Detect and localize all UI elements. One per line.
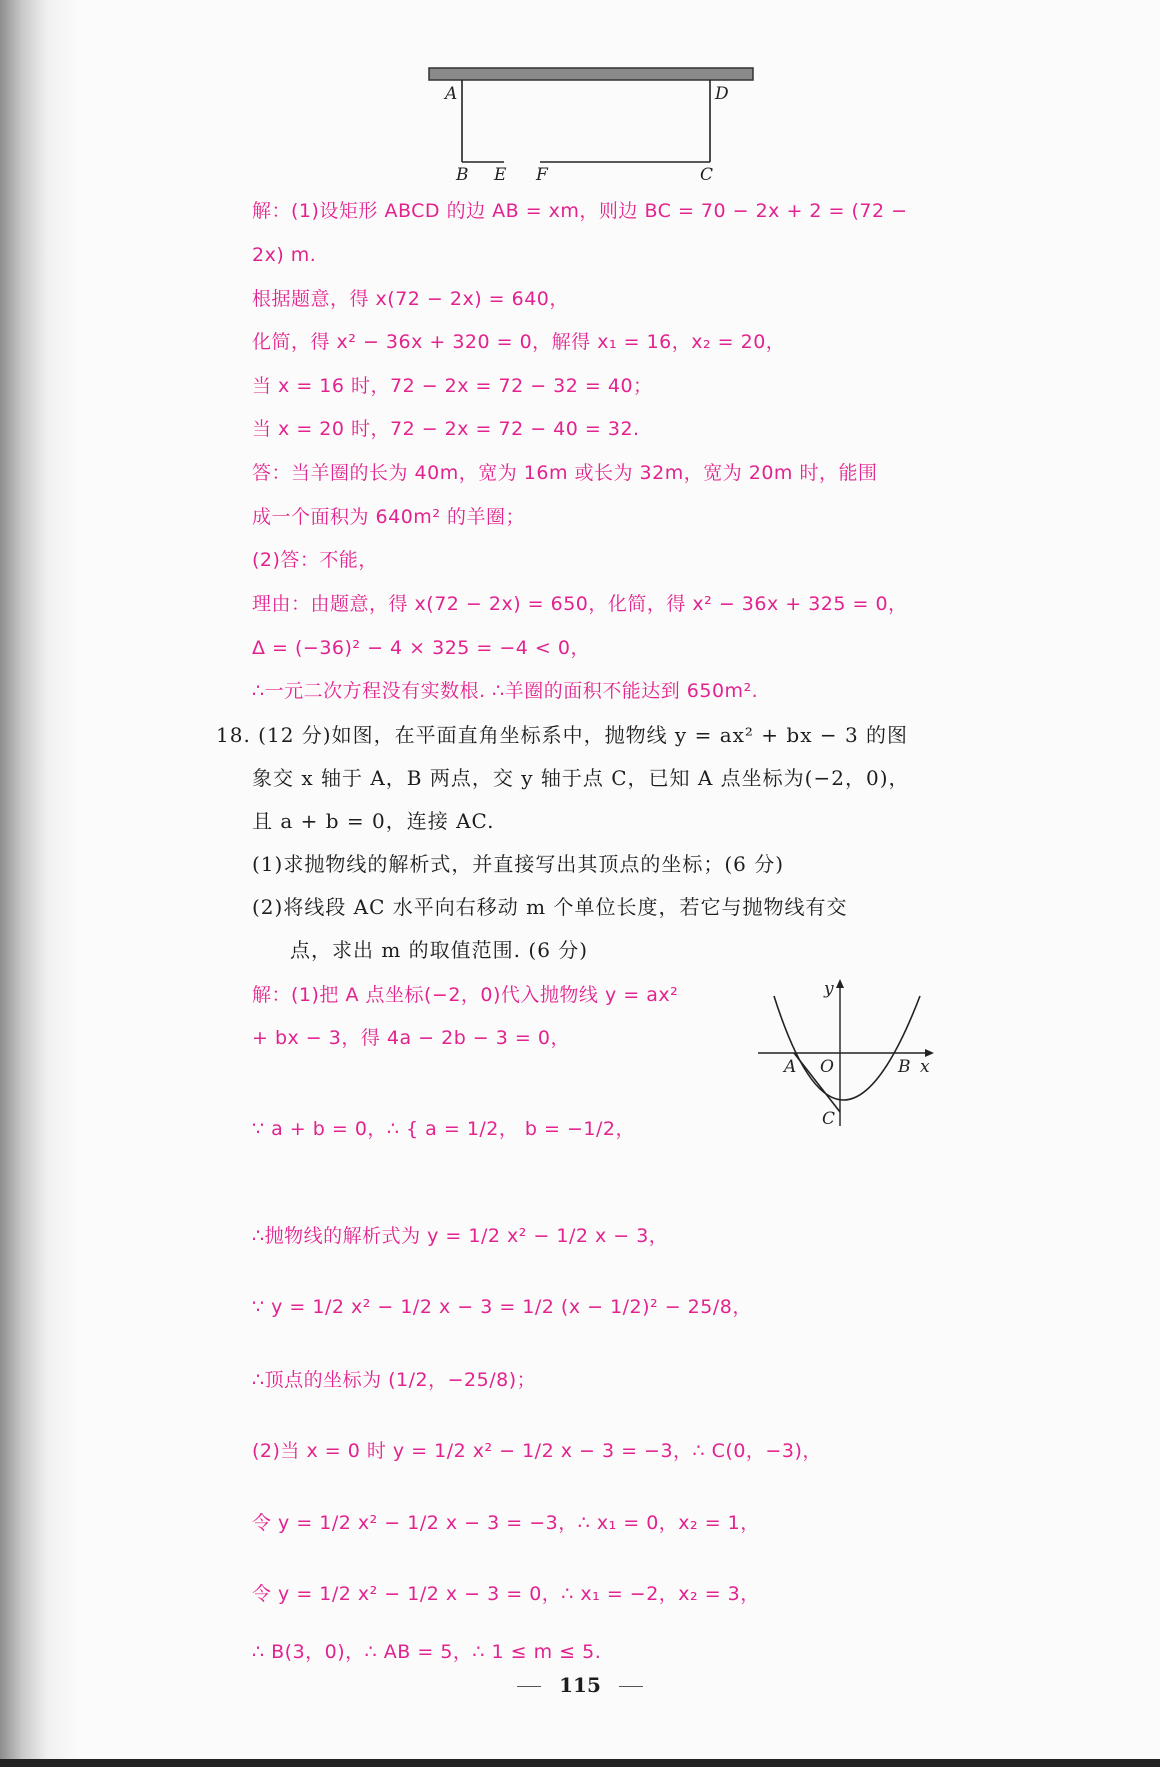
problem-line: 18. (12 分)如图，在平面直角坐标系中，抛物线 y = ax² + bx − 3 的图 — [216, 723, 909, 747]
label-e: E — [494, 165, 507, 185]
solution-line: 当 x = 16 时，72 − 2x = 72 − 32 = 40； — [252, 375, 653, 397]
graph-label-x: x — [920, 1057, 930, 1077]
graph-label-a: A — [784, 1057, 797, 1077]
graph-label-c: C — [822, 1109, 836, 1129]
solution-line: 解：(1)把 A 点坐标(−2，0)代入抛物线 y = ax² — [252, 984, 679, 1006]
x-axis-arrow — [925, 1049, 934, 1057]
solution-line: 令 y = 1/2 x² − 1/2 x − 3 = −3，∴ x₁ = 0，x₂ = 1， — [252, 1512, 760, 1534]
solution-line: 解：(1)设矩形 ABCD 的边 AB = xm，则边 BC = 70 − 2x + 2 = (72 − — [252, 200, 908, 222]
problem-line: 且 a + b = 0，连接 AC. — [252, 809, 495, 833]
page-number — [0, 1673, 1160, 1697]
page-number-value: 115 — [559, 1673, 601, 1697]
solution-line: ∴抛物线的解析式为 y = 1/2 x² − 1/2 x − 3， — [252, 1225, 669, 1247]
problem-line: 象交 x 轴于 A，B 两点，交 y 轴于点 C，已知 A 点坐标为(−2，0)， — [252, 766, 910, 790]
label-a: A — [445, 84, 458, 104]
parabola-graph — [756, 976, 940, 1136]
page-number-dash-right — [619, 1686, 643, 1687]
solution-line: 令 y = 1/2 x² − 1/2 x − 3 = 0，∴ x₁ = −2，x₂ = 3， — [252, 1583, 760, 1605]
solution-line: 当 x = 20 时，72 − 2x = 72 − 40 = 32. — [252, 418, 640, 440]
problem-line: (1)求抛物线的解析式，并直接写出其顶点的坐标；(6 分) — [252, 852, 785, 876]
y-axis-arrow — [836, 979, 844, 988]
solution-line: (2)答：不能， — [252, 549, 378, 571]
solution-line: ∴顶点的坐标为 (1/2，−25/8)； — [252, 1369, 537, 1391]
solution-line: 理由：由题意，得 x(72 − 2x) = 650，化简，得 x² − 36x + 325 = 0， — [252, 593, 908, 615]
fence-diagram — [420, 58, 760, 186]
solution-line: ∵ a + b = 0，∴ { a = 1/2， b = −1/2， — [252, 1118, 635, 1140]
graph-label-o: O — [820, 1057, 834, 1077]
graph-label-y: y — [824, 979, 834, 999]
problem-line: 点，求出 m 的取值范围. (6 分) — [290, 938, 589, 962]
bottom-edge — [0, 1759, 1160, 1767]
solution-line: 2x) m. — [252, 244, 317, 266]
label-f: F — [536, 165, 548, 185]
label-b: B — [456, 165, 469, 185]
label-d: D — [715, 84, 729, 104]
label-c: C — [700, 165, 714, 185]
solution-line: Δ = (−36)² − 4 × 325 = −4 < 0， — [252, 637, 590, 659]
wall — [429, 68, 753, 80]
problem-line: (2)将线段 AC 水平向右移动 m 个单位长度，若它与抛物线有交 — [252, 895, 848, 919]
solution-line: 根据题意，得 x(72 − 2x) = 640， — [252, 288, 569, 310]
solution-line: 化简，得 x² − 36x + 320 = 0，解得 x₁ = 16，x₂ = 20， — [252, 331, 786, 353]
page-number-dash-left — [517, 1686, 541, 1687]
solution-line: + bx − 3，得 4a − 2b − 3 = 0， — [252, 1027, 570, 1049]
solution-line: ∴一元二次方程没有实数根. ∴羊圈的面积不能达到 650m². — [252, 680, 759, 702]
solution-line: ∵ y = 1/2 x² − 1/2 x − 3 = 1/2 (x − 1/2)² − 25/8， — [252, 1296, 752, 1318]
solution-line: ∴ B(3，0)，∴ AB = 5，∴ 1 ≤ m ≤ 5. — [252, 1641, 602, 1663]
solution-line: 答：当羊圈的长为 40m，宽为 16m 或长为 32m，宽为 20m 时，能围 — [252, 462, 878, 484]
graph-label-b: B — [898, 1057, 911, 1077]
solution-line: (2)当 x = 0 时 y = 1/2 x² − 1/2 x − 3 = −3，∴ C(0，−3)， — [252, 1440, 822, 1462]
parabola-curve — [774, 996, 920, 1100]
solution-line: 成一个面积为 640m² 的羊圈； — [252, 506, 525, 528]
